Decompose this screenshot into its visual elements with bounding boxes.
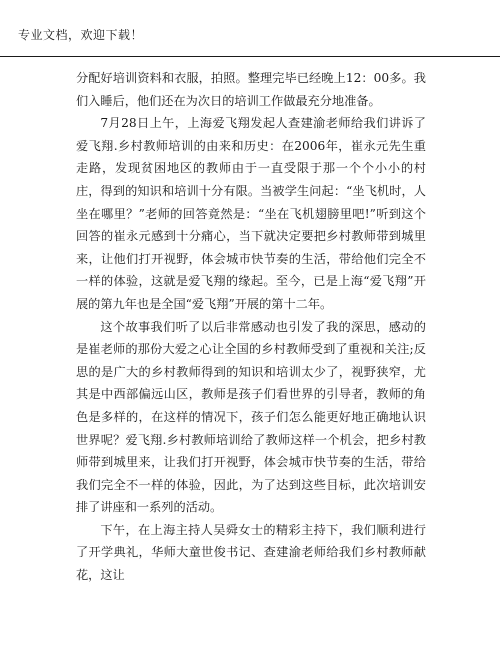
header-divider (0, 56, 500, 57)
document-body (76, 67, 426, 587)
page-header: 专业文档，欢迎下载！ (18, 28, 144, 42)
paragraph: 7月28日上午，上海爱飞翔发起人查建渝老师给我们讲诉了爱飞翔.乡村教师培训的由来和历史：在2006年，崔永元先生重走路，发现贫困地区的教师由于一直受限于那一个个小小的村庄，得到的知识和培训十分有限。当被学生问起：“坐飞机时，人坐在哪里？”老师的回答竟然是：“坐在飞机翅膀里吧!”听到这个回答的崔永元感到十分痛心，当下就决定要把乡村教师带到城里来，让他们打开视野，体会城市快节奏的生活，带给他们完全不一样的体验，这就是爱飞翔的缘起。至今，已是上海“爱飞翔”开展的第九年也是全国“爱飞翔”开展的第十二年。 (76, 116, 426, 311)
paragraph: 分配好培训资料和衣服，拍照。整理完毕已经晚上12：00多。我们入睡后，他们还在为次日的培训工作做最充分地准备。 (76, 71, 426, 108)
paragraph: 下午，在上海主持人吴舜女士的精彩主持下，我们顺利进行了开学典礼，华师大童世俊书记、查建渝老师给我们乡村教师献花，这让 (76, 522, 426, 583)
paragraph: 这个故事我们听了以后非常感动也引发了我的深思，感动的是崔老师的那份大爱之心让全国的乡村教师受到了重视和关注;反思的是广大的乡村教师得到的知识和培训太少了，视野狭窄，尤其是中西部偏远山区，教师是孩子们看世界的引导者，教师的角色是多样的，在这样的情况下，孩子们怎么能更好地正确地认识世界呢？爱飞翔.乡村教师培训给了教师这样一个机会，把乡村教师带到城里来，让我们打开视野，体会城市快节奏的生活，带给我们完全不一样的体验，因此，为了达到这些目标，此次培训安排了讲座和一系列的活动。 (76, 319, 426, 515)
